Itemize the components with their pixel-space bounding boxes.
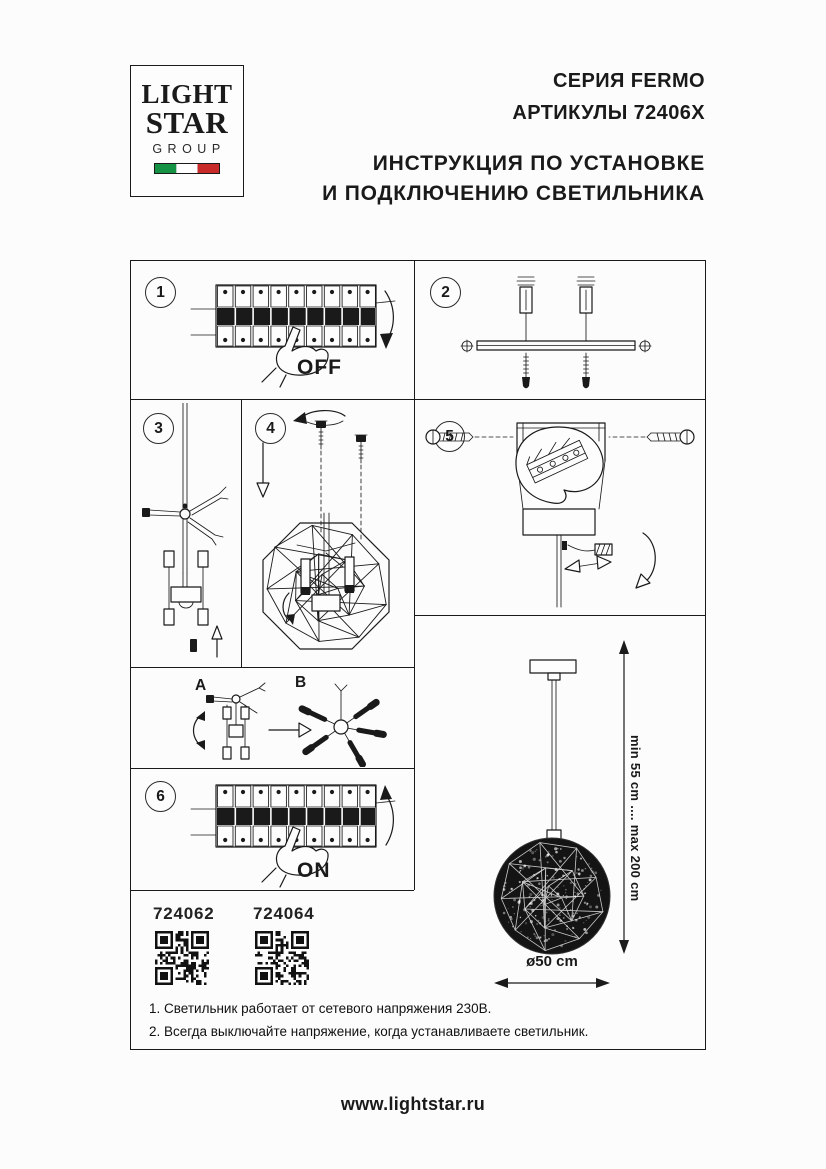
arrow-up-icon xyxy=(212,626,222,657)
step-4-number: 4 xyxy=(255,413,286,444)
arrow-right-icon xyxy=(269,723,311,737)
screw-icon xyxy=(609,430,694,444)
articles-title: АРТИКУЛЫ 72406X xyxy=(512,102,705,124)
canopy xyxy=(530,660,576,680)
diameter-dimension-arrow xyxy=(494,978,610,988)
rod-and-spider-illustration xyxy=(135,403,237,663)
step-1-number: 1 xyxy=(145,277,176,308)
variant-a-label: A xyxy=(195,677,207,694)
rotate-arrow-icon xyxy=(194,711,206,750)
wall-plug-icon xyxy=(517,277,535,313)
logo-word-group: GROUP xyxy=(152,142,226,157)
pendant-lamp-illustration xyxy=(415,616,705,1049)
off-label: OFF xyxy=(297,356,342,379)
arrow-down-icon xyxy=(380,291,393,349)
instruction-board xyxy=(130,260,706,1050)
instruction-title: ИНСТРУКЦИЯ ПО УСТАНОВКЕ И ПОДКЛЮЧЕНИЮ СВЕТИЛЬНИКА xyxy=(322,152,705,206)
terminal-detail-bubble xyxy=(516,427,603,503)
step-3-number: 3 xyxy=(143,413,174,444)
spider-arms xyxy=(142,487,228,545)
geodesic-shade-wireframe xyxy=(263,523,389,649)
header-titles xyxy=(322,70,705,210)
product-code-724064: 724064 xyxy=(253,904,315,923)
logo-word-light: LIGHT xyxy=(141,79,233,109)
arrow-down-icon xyxy=(257,443,269,497)
safety-notes xyxy=(149,998,694,1044)
divider xyxy=(414,261,415,399)
website-url: www.lightstar.ru xyxy=(340,1094,486,1114)
screw-icon xyxy=(522,353,530,388)
diameter-label: ø50 cm xyxy=(526,953,578,970)
screw-icon xyxy=(315,421,327,533)
logo-word-star: STAR xyxy=(145,105,229,140)
grub-screw-icon xyxy=(190,639,197,652)
qr-code xyxy=(155,931,209,985)
shade-assembly-illustration xyxy=(243,401,413,665)
suspension-range-label: min 55 cm .... max 200 cm xyxy=(628,735,643,902)
step-5-number: 5 xyxy=(434,421,465,452)
divider xyxy=(131,768,414,769)
series-title: СЕРИЯ FERMO xyxy=(552,70,705,92)
arrow-leftright-icon xyxy=(565,556,611,572)
canopy-mounting-illustration xyxy=(417,401,703,613)
divider xyxy=(131,667,414,668)
screw-icon xyxy=(355,435,367,541)
canopy xyxy=(523,509,595,607)
divider xyxy=(131,890,414,891)
note-2: 2. Всегда выключайте напряжение, когда устанавливаете светильник. xyxy=(149,1023,589,1039)
variant-a-folded xyxy=(206,683,265,759)
variant-b-spread xyxy=(302,684,383,764)
mounting-hardware-illustration xyxy=(431,269,681,393)
note-1: 1. Светильник работает от сетевого напряжения 230В. xyxy=(149,1001,492,1016)
hanger-bracket xyxy=(164,551,208,625)
divider xyxy=(241,399,242,667)
wall-plug-icon xyxy=(577,277,595,313)
product-code-724062: 724062 xyxy=(153,904,215,923)
on-label: ON xyxy=(297,859,331,882)
set-screw-detail xyxy=(562,541,612,555)
variant-b-label: B xyxy=(295,674,307,691)
lamp-shade-ball xyxy=(494,838,610,954)
italian-flag-icon xyxy=(154,163,220,174)
rotate-arrow-icon xyxy=(636,533,655,588)
step-2-number: 2 xyxy=(430,277,461,308)
lightstar-logo xyxy=(130,65,244,197)
arm-position-illustration xyxy=(131,671,413,767)
mounting-bar xyxy=(461,340,651,352)
qr-code xyxy=(255,931,309,985)
screw-icon xyxy=(582,353,590,388)
step-6-number: 6 xyxy=(145,781,176,812)
screw-icon xyxy=(426,430,513,444)
arrow-up-icon xyxy=(380,785,393,845)
divider xyxy=(131,399,705,400)
